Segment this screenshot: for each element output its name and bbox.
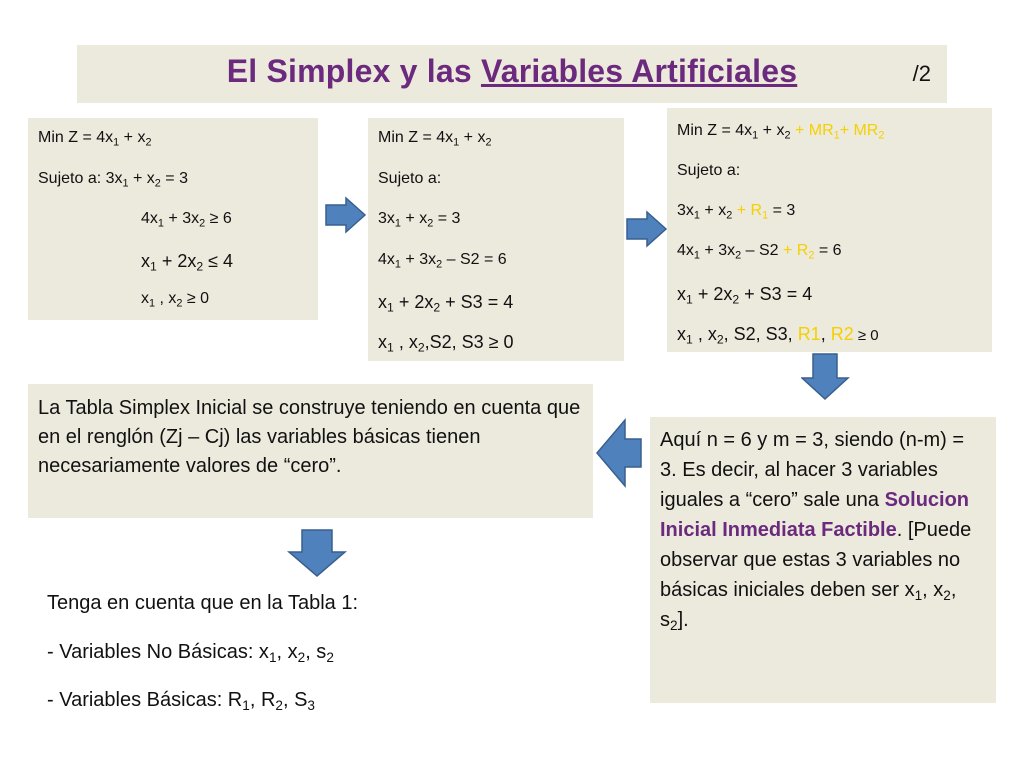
title-underlined: Variables Artificiales (480, 53, 798, 89)
artificial-model-panel (667, 108, 992, 352)
nonbasic-variables: - Variables No Básicas: $x_1$, $x_2$, $s_2$ (47, 641, 334, 666)
subject-line: Sujeto a: $3x_1 + x_2 = 3$ (38, 170, 188, 190)
page-title (77, 53, 947, 90)
simplex-table-note (28, 384, 593, 518)
nonnegativity-line: $x_1$ , $x_2,S2$, S3 ≥ 0 (378, 332, 514, 355)
nonnegativity-line: $x_1$ , $x_2$, S2, S3, R1, R2 ≥ 0 (677, 324, 879, 347)
summary-intro: Tenga en cuenta que en la Tabla 1: (47, 592, 358, 614)
objective-line: Min $Z = 4x_1 + x_2$ (38, 129, 152, 149)
subject-line: Sujeto a: (677, 162, 741, 179)
constraint-2: $4x_1 + 3x_2 \ge 6$ (141, 210, 232, 230)
constraint-3: $x_1 + 2x_2 + S3 = 4$ (677, 284, 813, 307)
subject-line: Sujeto a: (378, 170, 442, 187)
highlight-term: Solucion Inicial Inmediata Factible (660, 489, 970, 541)
arrow-left-icon (595, 418, 643, 488)
note-text: La Tabla Simplex Inicial se construye teniendo en cuenta que en el renglón (Zj – Cj) las variables básicas tienen necesariamente valores de “cero”. (38, 397, 581, 477)
original-model-panel (28, 118, 318, 320)
constraint-2: $4x_1 + 3x_2 - S2 = 6$ (378, 251, 507, 271)
arrow-down-icon (801, 352, 851, 402)
arrow-right-icon (324, 196, 368, 234)
title-bar (77, 45, 947, 103)
basic-variables: - Variables Básicas: $R_1$, $R_2$, $S_3$ (47, 689, 315, 714)
title-main: El Simplex y las (226, 53, 481, 89)
initial-solution-note (650, 417, 996, 703)
nonnegativity-line: $x_1$ , $x_2 \ge 0$ (141, 290, 210, 310)
arrow-right-icon (625, 210, 669, 248)
objective-line: Min $Z = 4x_1 + x_2$ (378, 129, 492, 149)
constraint-1: $3x_1 + x_2 = 3$ (378, 210, 461, 230)
page-number: /2 (912, 61, 931, 86)
standard-form-panel (368, 118, 624, 361)
arrow-down-icon (287, 528, 347, 578)
constraint-3: $x_1 + 2x_2 + S3 = 4$ (378, 292, 514, 315)
constraint-2: $4x_1 + 3x_2 - S2 + R_2 = 6$ (677, 242, 842, 262)
objective-line: Min $Z = 4x_1 + x_2 + MR_1+ MR_2$ (677, 122, 885, 142)
solution-text: Aquí n = 6 y m = 3, siendo (n-m) = 3. Es decir, al hacer 3 variables iguales a “cero” sale una Solucion Inicial Inmediata Factible. [Puede observar que estas 3 variables no básicas iniciales deben ser $x_1$, $x_2$, $s_2$]. (660, 429, 972, 634)
constraint-3: $x_1 + 2x_2 \le 4$ (141, 251, 234, 274)
constraint-1: $3x_1 + x_2 + R_1 = 3$ (677, 202, 796, 222)
